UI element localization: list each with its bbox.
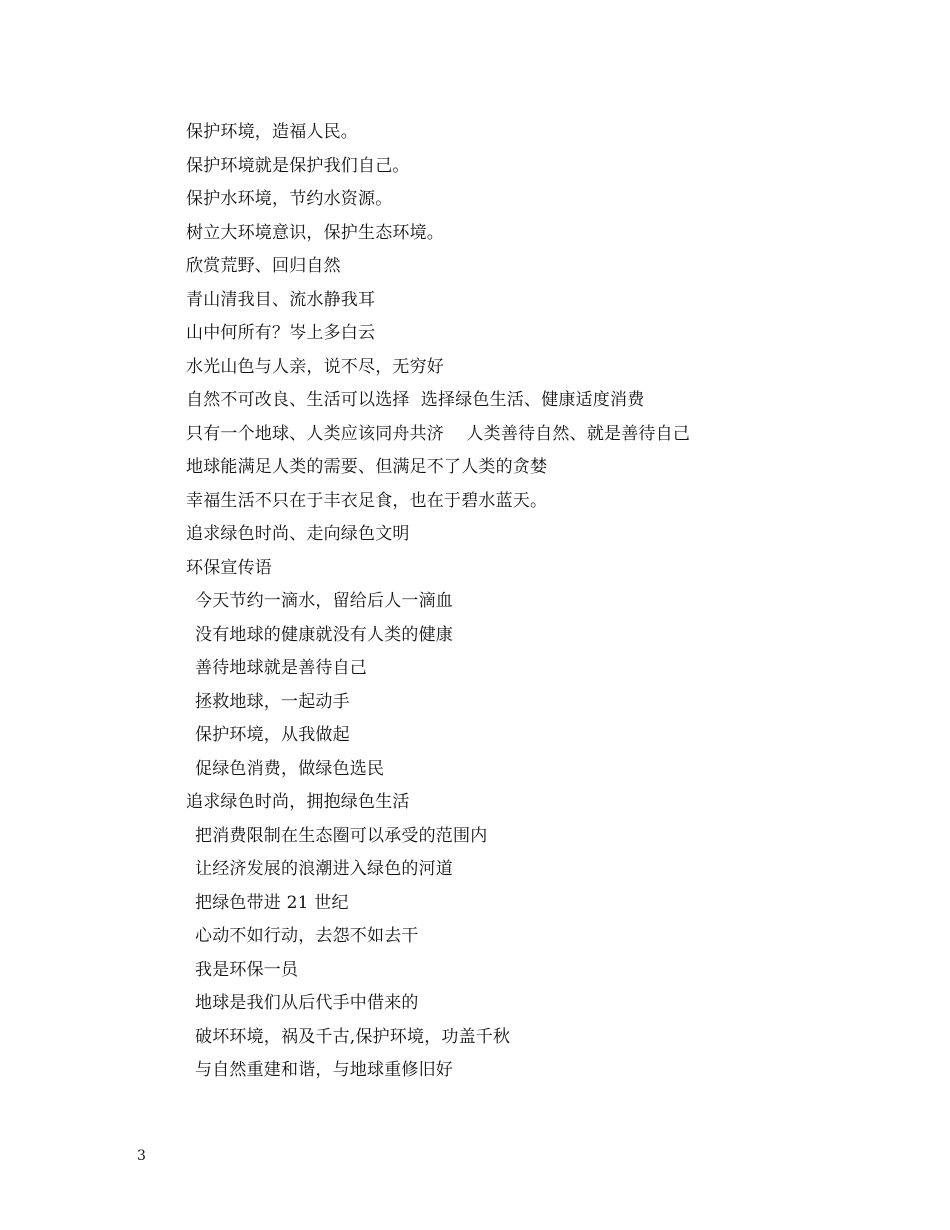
text-line: 保护环境，从我做起 xyxy=(195,725,350,745)
text-line: 把消费限制在生态圈可以承受的范围内 xyxy=(195,825,488,846)
text-line: 水光山色与人亲，说不尽，无穷好 xyxy=(186,356,444,377)
text-line: 青山清我目、流水静我耳 xyxy=(186,289,376,310)
text-line: 地球能满足人类的需要、但满足不了人类的贪婪 xyxy=(186,457,548,477)
text-line: 今天节约一滴水，留给后人一滴血 xyxy=(195,591,453,611)
text-line: 追求绿色时尚、走向绿色文明 xyxy=(186,524,410,544)
text-line: 树立大环境意识，保护生态环境。 xyxy=(186,222,444,243)
text-line: 山中何所有？岑上多白云 xyxy=(186,323,376,343)
text-line: 我是环保一员 xyxy=(195,959,299,980)
text-line: 破坏环境，祸及千古,保护环境，功盖千秋 xyxy=(195,1026,511,1047)
text-line: 拯救地球，一起动手 xyxy=(195,691,350,712)
text-line: 保护水环境，节约水资源。 xyxy=(186,189,393,209)
text-line: 保护环境就是保护我们自己。 xyxy=(186,155,410,176)
document-body xyxy=(186,116,886,1088)
text-line: 让经济发展的浪潮进入绿色的河道 xyxy=(195,859,453,879)
text-line: 自然不可改良、生活可以选择 选择绿色生活、健康适度消费 xyxy=(186,390,645,410)
text-line: 心动不如行动，去怨不如去干 xyxy=(195,926,419,946)
text-line: 幸福生活不只在于丰衣足食，也在于碧水蓝天。 xyxy=(186,490,548,511)
text-line: 善待地球就是善待自己 xyxy=(195,658,367,678)
text-line: 地球是我们从后代手中借来的 xyxy=(195,993,419,1013)
text-line: 环保宣传语 xyxy=(186,557,272,578)
text-line: 没有地球的健康就没有人类的健康 xyxy=(195,624,453,645)
text-line: 保护环境，造福人民。 xyxy=(186,122,358,142)
text-line: 只有一个地球、人类应该同舟共济 人类善待自然、就是善待自己 xyxy=(186,423,691,444)
page-number: 3 xyxy=(137,1148,146,1164)
text-line: 欣赏荒野、回归自然 xyxy=(186,256,341,276)
text-line: 把绿色带进 21 世纪 xyxy=(195,892,349,913)
text-line: 促绿色消费，做绿色选民 xyxy=(195,758,385,779)
text-line: 追求绿色时尚，拥抱绿色生活 xyxy=(186,792,410,812)
text-line: 与自然重建和谐，与地球重修旧好 xyxy=(195,1060,453,1080)
